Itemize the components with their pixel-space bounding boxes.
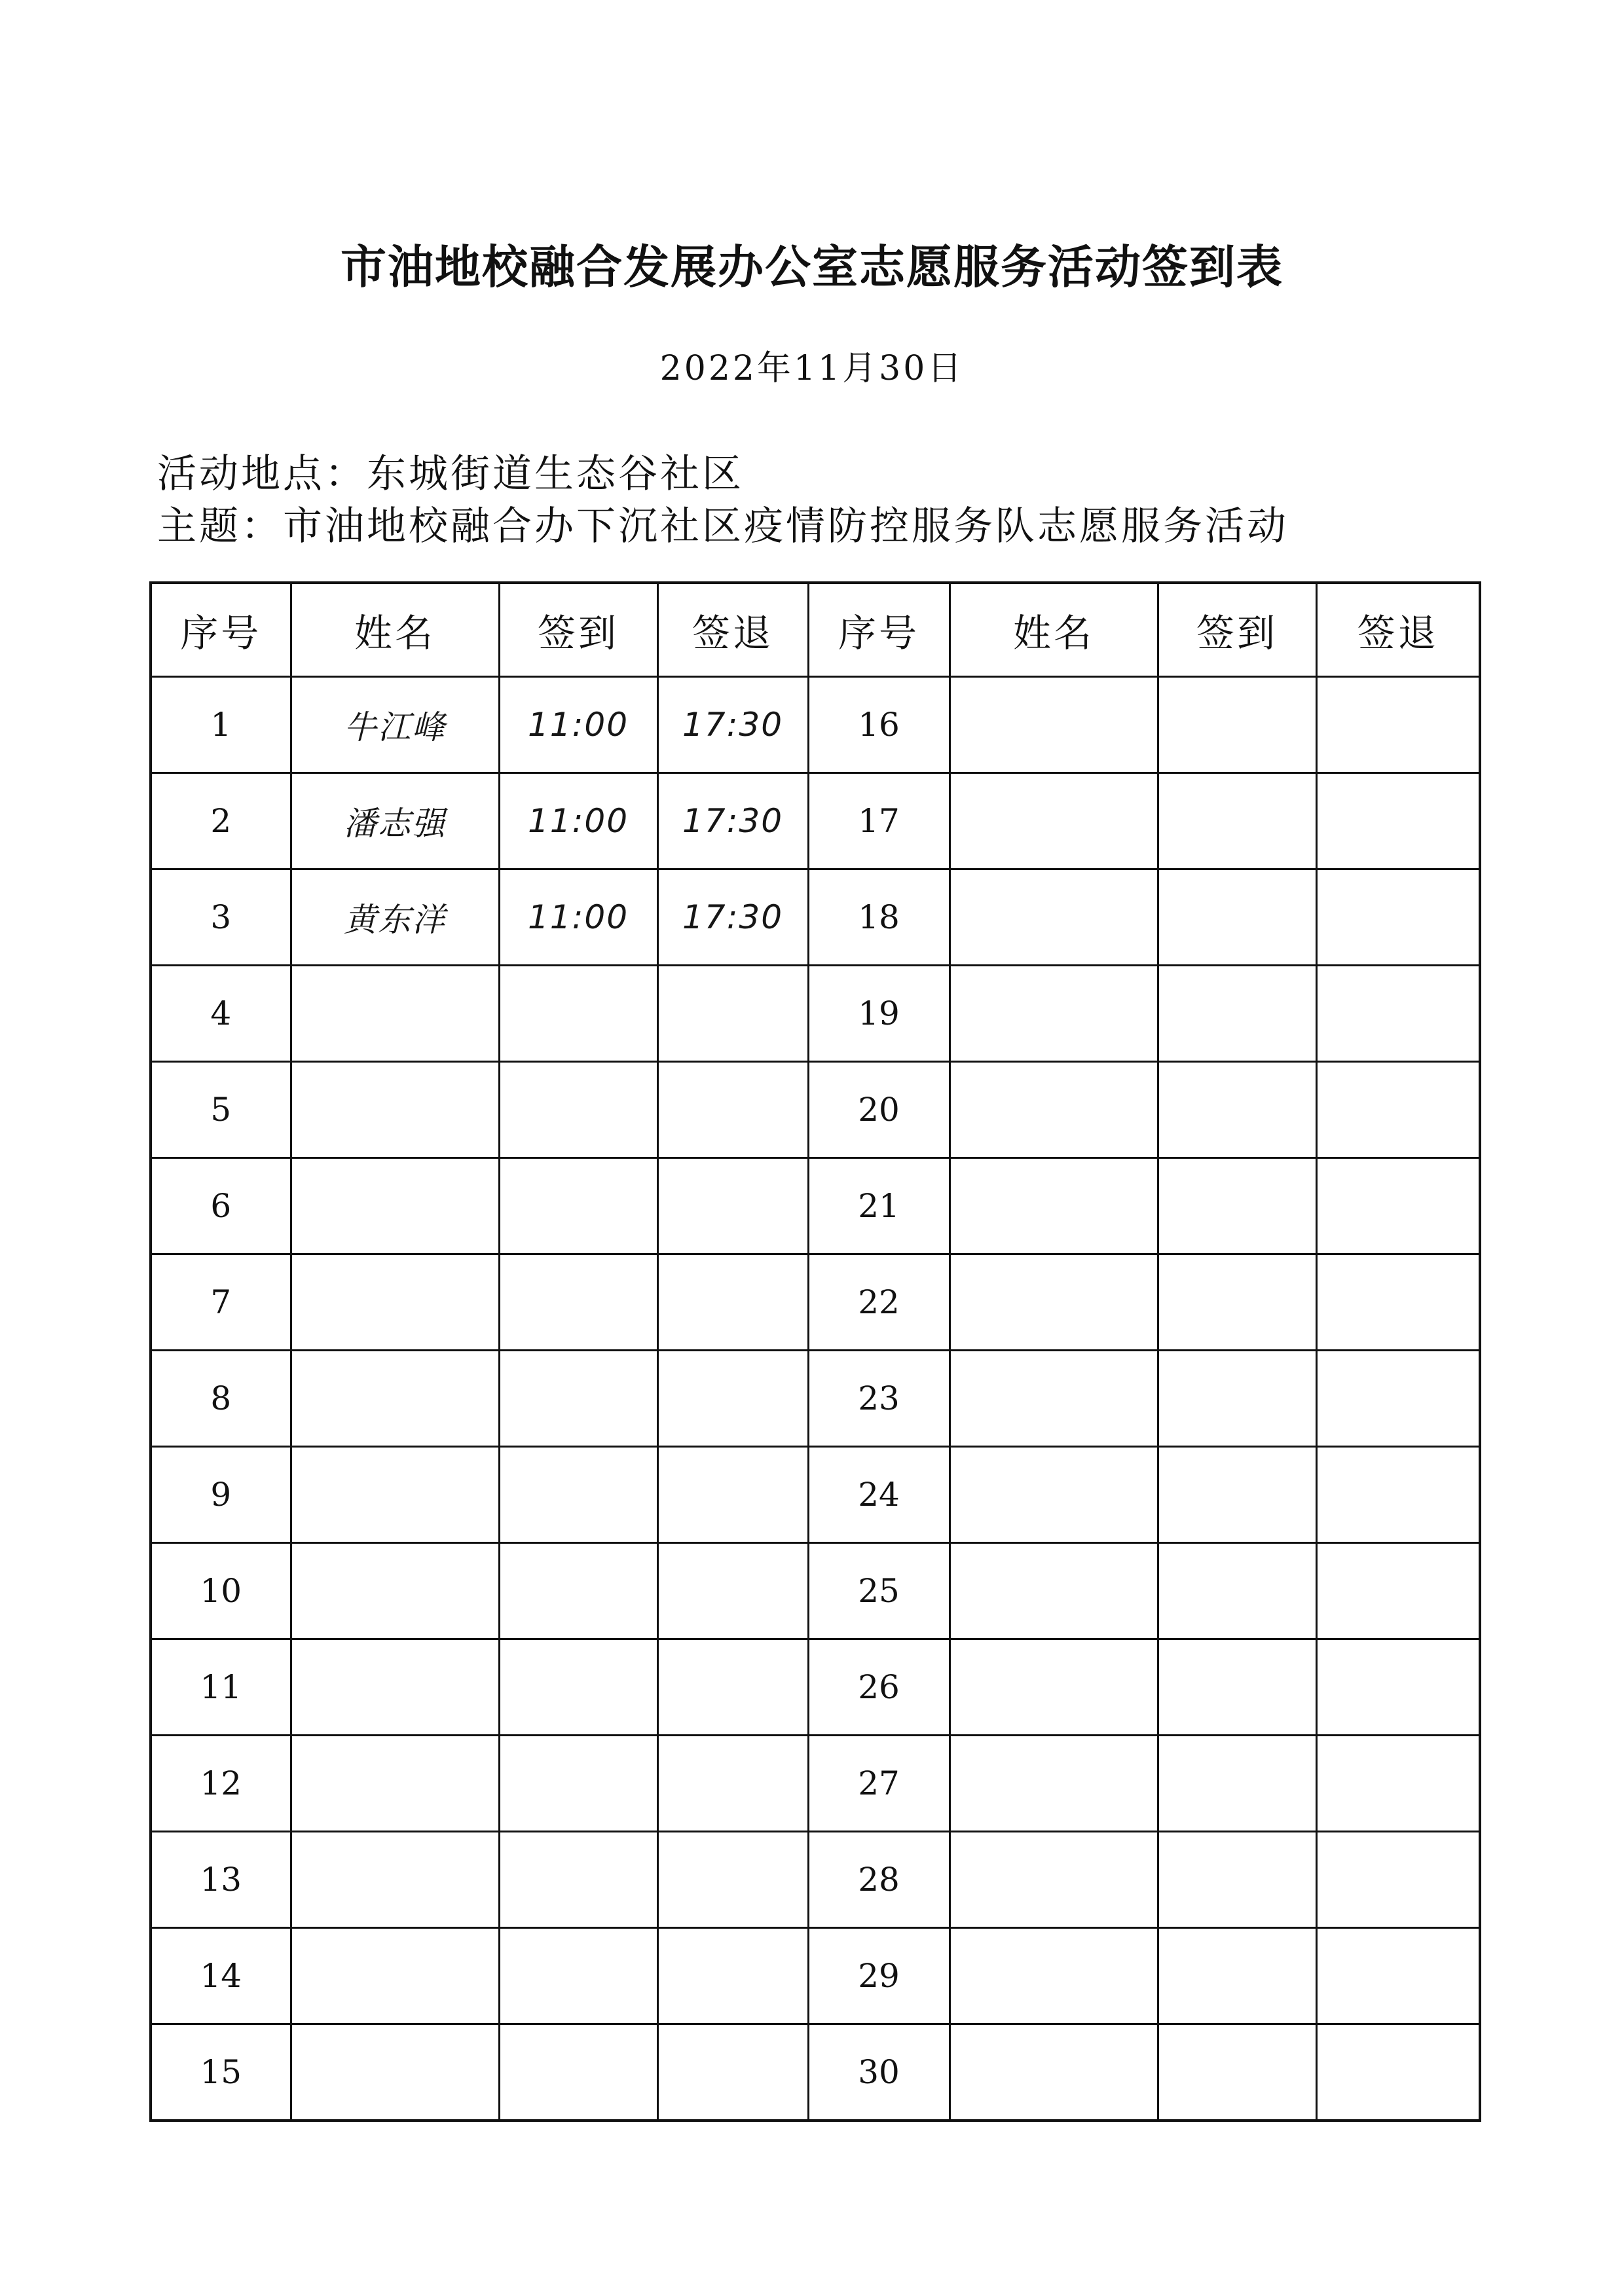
header-sign-out-left: 签退 <box>657 583 808 677</box>
serial-number-cell: 10 <box>151 1543 291 1639</box>
sign-out-time-cell <box>657 1639 808 1736</box>
sign-out-time-cell <box>1316 677 1480 773</box>
header-name-left: 姓名 <box>291 583 499 677</box>
table-row <box>151 1447 1480 1543</box>
serial-number-cell: 22 <box>808 1254 950 1351</box>
signature-name-cell: 潘志强 <box>291 773 499 869</box>
signature-name-cell <box>950 1062 1158 1158</box>
sign-out-time-cell <box>657 1062 808 1158</box>
document-date: 2022年11月30日 <box>659 349 965 388</box>
serial-number-cell: 28 <box>808 1832 950 1928</box>
sign-out-time-cell <box>1316 1928 1480 2024</box>
sign-in-time-cell <box>1158 1447 1316 1543</box>
header-serial-right: 序号 <box>808 583 950 677</box>
sign-in-time-cell <box>1158 966 1316 1062</box>
sign-in-time-cell <box>499 1254 657 1351</box>
header-sign-in-left: 签到 <box>499 583 657 677</box>
sign-in-time-cell: 11:00 <box>499 773 657 869</box>
table-row <box>151 1736 1480 1832</box>
signature-name-cell <box>950 1447 1158 1543</box>
serial-number-cell: 3 <box>151 869 291 966</box>
signature-name-cell <box>291 2024 499 2121</box>
table-row <box>151 1158 1480 1254</box>
sign-in-time-cell <box>1158 677 1316 773</box>
sign-in-table <box>149 581 1481 2122</box>
header-sign-out-right: 签退 <box>1316 583 1480 677</box>
table-row <box>151 1832 1480 1928</box>
sign-in-time-cell <box>499 2024 657 2121</box>
table-row <box>151 1351 1480 1447</box>
sign-out-time-cell <box>657 1832 808 1928</box>
sign-in-time-cell <box>499 1928 657 2024</box>
sign-in-time-cell <box>1158 1254 1316 1351</box>
serial-number-cell: 7 <box>151 1254 291 1351</box>
sign-out-time-cell <box>657 1351 808 1447</box>
sign-out-time-cell <box>657 1543 808 1639</box>
sign-in-time-cell <box>499 966 657 1062</box>
sign-in-time-cell <box>499 1832 657 1928</box>
serial-number-cell: 19 <box>808 966 950 1062</box>
serial-number-cell: 21 <box>808 1158 950 1254</box>
table-row <box>151 1254 1480 1351</box>
sign-out-time-cell: 17:30 <box>657 677 808 773</box>
table-row <box>151 2024 1480 2121</box>
sign-out-time-cell <box>1316 773 1480 869</box>
table-row <box>151 677 1480 773</box>
signature-name-cell <box>950 1928 1158 2024</box>
signature-name-cell <box>950 1351 1158 1447</box>
signature-name-cell <box>291 1832 499 1928</box>
sign-out-time-cell <box>1316 1062 1480 1158</box>
activity-theme: 主题：市油地校融合办下沉社区疫情防控服务队志愿服务活动 <box>157 503 1289 549</box>
sign-out-time-cell <box>657 1254 808 1351</box>
table-header-row <box>151 583 1480 677</box>
table-row <box>151 1543 1480 1639</box>
sign-out-time-cell <box>1316 1832 1480 1928</box>
signature-name-cell <box>291 1158 499 1254</box>
serial-number-cell: 4 <box>151 966 291 1062</box>
serial-number-cell: 18 <box>808 869 950 966</box>
sign-in-time-cell <box>1158 1062 1316 1158</box>
sign-in-time-cell <box>1158 1639 1316 1736</box>
sign-in-time-cell <box>499 1158 657 1254</box>
sign-out-time-cell <box>657 1736 808 1832</box>
sign-out-time-cell: 17:30 <box>657 869 808 966</box>
signature-name-cell <box>291 1447 499 1543</box>
serial-number-cell: 12 <box>151 1736 291 1832</box>
header-sign-in-right: 签到 <box>1158 583 1316 677</box>
signature-name-cell <box>291 1736 499 1832</box>
serial-number-cell: 6 <box>151 1158 291 1254</box>
sign-in-time-cell <box>499 1062 657 1158</box>
header-name-right: 姓名 <box>950 583 1158 677</box>
serial-number-cell: 25 <box>808 1543 950 1639</box>
sign-in-time-cell: 11:00 <box>499 869 657 966</box>
sign-in-time-cell <box>1158 1543 1316 1639</box>
signature-name-cell <box>291 1062 499 1158</box>
activity-location: 活动地点：东城街道生态谷社区 <box>157 451 744 497</box>
serial-number-cell: 17 <box>808 773 950 869</box>
sign-out-time-cell <box>657 1447 808 1543</box>
signature-name-cell <box>950 1832 1158 1928</box>
sign-in-time-cell <box>499 1639 657 1736</box>
sign-out-time-cell <box>657 966 808 1062</box>
serial-number-cell: 2 <box>151 773 291 869</box>
table-row <box>151 1639 1480 1736</box>
serial-number-cell: 30 <box>808 2024 950 2121</box>
serial-number-cell: 16 <box>808 677 950 773</box>
sign-in-time-cell <box>1158 869 1316 966</box>
sign-in-time-cell <box>499 1543 657 1639</box>
sign-in-time-cell <box>1158 1928 1316 2024</box>
serial-number-cell: 5 <box>151 1062 291 1158</box>
signature-name-cell <box>950 966 1158 1062</box>
sign-out-time-cell <box>657 1158 808 1254</box>
serial-number-cell: 8 <box>151 1351 291 1447</box>
sign-out-time-cell <box>1316 1543 1480 1639</box>
sign-out-time-cell <box>1316 1736 1480 1832</box>
signature-name-cell <box>291 1254 499 1351</box>
sign-in-time-cell <box>1158 1351 1316 1447</box>
signature-name-cell <box>950 1639 1158 1736</box>
sign-out-time-cell <box>1316 1639 1480 1736</box>
table-row <box>151 869 1480 966</box>
signature-name-cell <box>291 1351 499 1447</box>
serial-number-cell: 13 <box>151 1832 291 1928</box>
sign-in-time-cell <box>499 1736 657 1832</box>
signature-name-cell <box>950 1736 1158 1832</box>
signature-name-cell <box>950 677 1158 773</box>
signature-name-cell <box>950 1254 1158 1351</box>
serial-number-cell: 20 <box>808 1062 950 1158</box>
sign-out-time-cell <box>1316 869 1480 966</box>
signature-name-cell <box>291 1928 499 2024</box>
signature-name-cell: 黄东洋 <box>291 869 499 966</box>
signature-name-cell <box>950 869 1158 966</box>
serial-number-cell: 27 <box>808 1736 950 1832</box>
page-title: 市油地校融合发展办公室志愿服务活动签到表 <box>341 240 1283 294</box>
signature-name-cell: 牛江峰 <box>291 677 499 773</box>
serial-number-cell: 26 <box>808 1639 950 1736</box>
serial-number-cell: 14 <box>151 1928 291 2024</box>
sign-out-time-cell <box>1316 1254 1480 1351</box>
sign-out-time-cell <box>1316 1158 1480 1254</box>
header-serial-left: 序号 <box>151 583 291 677</box>
sign-out-time-cell <box>657 2024 808 2121</box>
signature-name-cell <box>291 1639 499 1736</box>
sign-in-time-cell: 11:00 <box>499 677 657 773</box>
signature-name-cell <box>950 1158 1158 1254</box>
serial-number-cell: 15 <box>151 2024 291 2121</box>
sign-out-time-cell <box>1316 1447 1480 1543</box>
serial-number-cell: 23 <box>808 1351 950 1447</box>
sign-out-time-cell <box>1316 966 1480 1062</box>
table-row <box>151 966 1480 1062</box>
sign-in-time-cell <box>1158 1158 1316 1254</box>
serial-number-cell: 1 <box>151 677 291 773</box>
sign-in-time-cell <box>1158 1832 1316 1928</box>
sign-in-time-cell <box>499 1447 657 1543</box>
signature-name-cell <box>291 966 499 1062</box>
signature-name-cell <box>950 2024 1158 2121</box>
serial-number-cell: 24 <box>808 1447 950 1543</box>
table-row <box>151 1928 1480 2024</box>
table-row <box>151 1062 1480 1158</box>
sign-out-time-cell <box>1316 2024 1480 2121</box>
serial-number-cell: 29 <box>808 1928 950 2024</box>
signature-name-cell <box>950 1543 1158 1639</box>
sign-in-time-cell <box>499 1351 657 1447</box>
sign-out-time-cell <box>657 1928 808 2024</box>
serial-number-cell: 9 <box>151 1447 291 1543</box>
sign-out-time-cell <box>1316 1351 1480 1447</box>
sign-out-time-cell: 17:30 <box>657 773 808 869</box>
sign-in-time-cell <box>1158 773 1316 869</box>
table-row <box>151 773 1480 869</box>
sign-in-time-cell <box>1158 2024 1316 2121</box>
signature-name-cell <box>950 773 1158 869</box>
signature-name-cell <box>291 1543 499 1639</box>
sign-in-time-cell <box>1158 1736 1316 1832</box>
serial-number-cell: 11 <box>151 1639 291 1736</box>
